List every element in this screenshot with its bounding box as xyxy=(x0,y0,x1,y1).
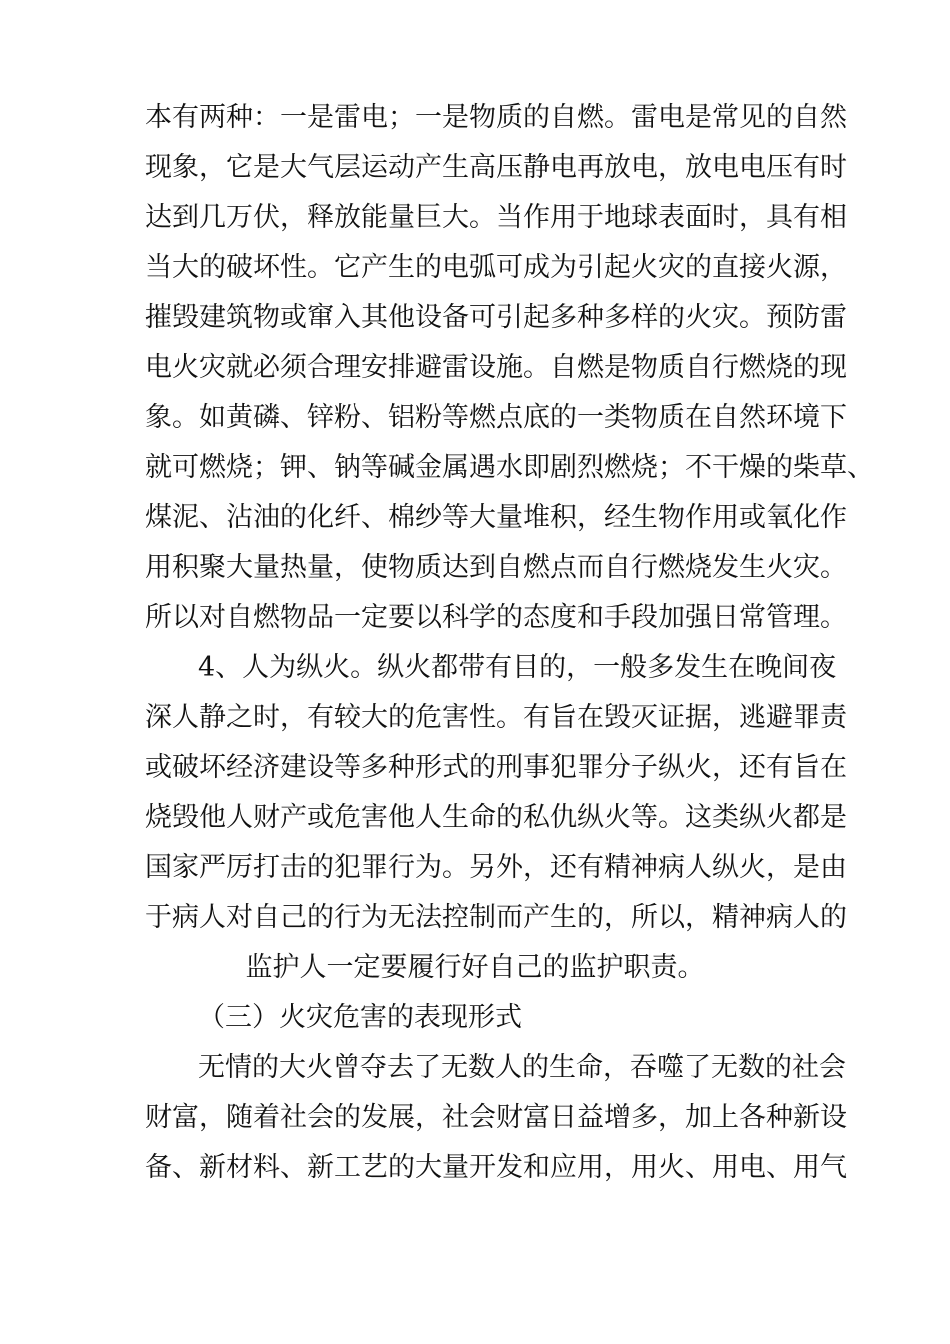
paragraph-line: 现象，它是大气层运动产生高压静电再放电，放电电压有时 xyxy=(145,152,847,183)
paragraph-line: 无情的大火曾夺去了无数人的生命，吞噬了无数的社会 xyxy=(198,1052,846,1083)
paragraph-line: 监护人一定要履行好自己的监护职责。 xyxy=(245,952,705,983)
paragraph-line: 烧毁他人财产或危害他人生命的私仇纵火等。这类纵火都是 xyxy=(145,802,847,833)
paragraph-line: 达到几万伏，释放能量巨大。当作用于地球表面时，具有相 xyxy=(145,202,847,233)
paragraph-line: 国家严厉打击的犯罪行为。另外，还有精神病人纵火，是由 xyxy=(145,852,847,883)
paragraph-line: 就可燃烧；钾、钠等碱金属遇水即剧烈燃烧；不干燥的柴草、 xyxy=(145,452,874,483)
paragraph-line: 摧毁建筑物或窜入其他设备可引起多种多样的火灾。预防雷 xyxy=(145,302,847,333)
section-heading: （三）火灾危害的表现形式 xyxy=(198,1002,522,1033)
paragraph-line: 4、人为纵火。纵火都带有目的，一般多发生在晚间夜 xyxy=(198,652,837,683)
paragraph-line: 象。如黄磷、锌粉、铝粉等燃点底的一类物质在自然环境下 xyxy=(145,402,847,433)
paragraph-line: 所以对自燃物品一定要以科学的态度和手段加强日常管理。 xyxy=(145,602,847,633)
paragraph-line: 财富，随着社会的发展，社会财富日益增多，加上各种新设 xyxy=(145,1102,847,1133)
paragraph-line: 备、新材料、新工艺的大量开发和应用，用火、用电、用气 xyxy=(145,1152,847,1183)
paragraph-line: 用积聚大量热量，使物质达到自燃点而自行燃烧发生火灾。 xyxy=(145,552,847,583)
paragraph-line: 深人静之时，有较大的危害性。有旨在毁灭证据，逃避罪责 xyxy=(145,702,847,733)
paragraph-line: 电火灾就必须合理安排避雷设施。自燃是物质自行燃烧的现 xyxy=(145,352,847,383)
paragraph-line: 煤泥、沾油的化纤、棉纱等大量堆积，经生物作用或氧化作 xyxy=(145,502,847,533)
paragraph-line: 或破坏经济建设等多种形式的刑事犯罪分子纵火，还有旨在 xyxy=(145,752,847,783)
paragraph-line: 当大的破坏性。它产生的电弧可成为引起火灾的直接火源， xyxy=(145,252,847,283)
paragraph-line: 于病人对自己的行为无法控制而产生的，所以，精神病人的 xyxy=(145,902,847,933)
paragraph-line: 本有两种：一是雷电；一是物质的自燃。雷电是常见的自然 xyxy=(145,102,847,133)
